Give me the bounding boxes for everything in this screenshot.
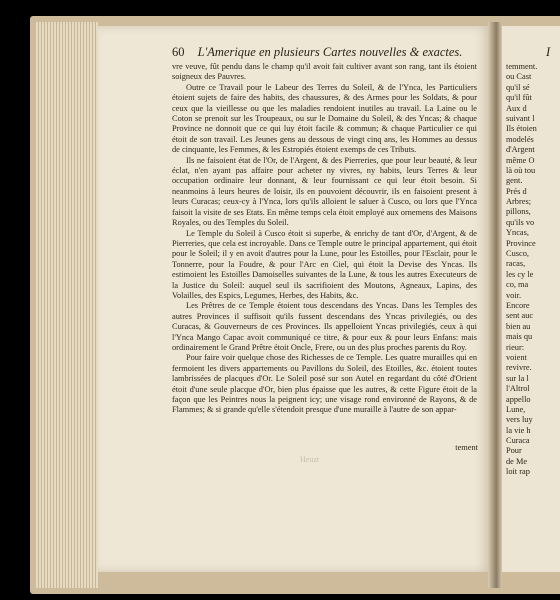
bleed-through-text: Heuzt xyxy=(300,455,320,464)
right-page-line: loit rap xyxy=(506,467,530,477)
right-page-line: mais qu xyxy=(506,332,533,342)
right-page-line: Yncas, xyxy=(506,228,529,238)
paragraph: Le Temple du Soleil à Cusco étoit si superbe, & enrichy de tant d'Or, d'Argent, & de Pierreries, que cela est incroyable. Dans ce Temple outre le principal appartement, qui étoit pour le Soleil; il y en avoit d'autres pour la Lune, pour les Estoilles, pour l'Esclair, pour le Tonnerre, pour la Foudre, & pour l'Arc en Ciel, qui étoit la Devise des Yncas. Ils estimoient les Estoilles Damoiselles suivantes de la Lune, & tous les autres Executeurs de la Justice du Soleil: auquel seul ils sacrifioient des Moutons, Agneaux, Lapins, des Volailles, des Espics, Legumes, Herbes, des Habits, &c. xyxy=(172,228,477,300)
right-page-line: la vie h xyxy=(506,425,531,435)
right-page-line: sent auc xyxy=(506,311,534,321)
right-page-line: de Me xyxy=(506,456,528,466)
right-page-line: temment. xyxy=(506,62,538,71)
right-page-line: suivant l xyxy=(506,113,535,123)
right-page-line: qu'il fût xyxy=(506,93,532,103)
right-page-line: gent. xyxy=(506,176,523,186)
right-page-line: même O xyxy=(506,155,535,165)
right-page-line: qu'il sé xyxy=(506,82,530,92)
right-page-line: qu'ils vo xyxy=(506,217,535,227)
paragraph: Outre ce Travail pour le Labeur des Terres du Soleil, & de l'Ynca, les Particuliers étoient sujets de faire des habits, des chaussures, & des Armes pour les Soldats, & pour ceux que la vieillesse ou que les maladies rendoient inutiles au travail. La Laine ou le Coton se prenoit sur les Troupeaux, ou sur le Domaine du Soleil, & des Yncas; & chaque Province ne donnoit que ce qui luy étoit facile & commun; & chaque Particulier ce qui étoit de son travail. Les Jeunes gens au dessous de vingt cinq ans, les Hommes au dessus de cinquante, les Femmes, & les Estropiés étoient exemps de ces Tributs. xyxy=(172,82,477,155)
paragraph: Les Prêtres de ce Temple étoient tous descendans des Yncas. Dans les Temples des autres Provinces il suffisoit qu'ils fussent descendans des Yncas privilegiés, ou des Curacas, & Gouverneurs de ces Provinces. Ils appelloient Yncas privilegiés, ceux à qui l'Ynca Mango Capac avoit communiqué ce titre, & pour eux & pour leurs Enfans: mais ordinairement le Grand Prêtre étoit Oncle, Frere, ou un des plus proches parents du Roy. xyxy=(172,301,477,352)
right-page-line: sur la l xyxy=(506,373,529,383)
right-page-line: d'Argent xyxy=(506,145,535,155)
right-page-line: voir. xyxy=(506,290,522,300)
page-number: 60 xyxy=(172,45,185,59)
paragraph: vre veuve, fût pendu dans le champ qu'il avoit fait cultiver avant son rang, tant ils étoient soigneux des Pauvres. xyxy=(172,62,477,82)
right-page-header: I xyxy=(546,45,551,59)
right-page-line: Prés d xyxy=(506,186,527,196)
right-page-line: ou Cast xyxy=(506,72,532,82)
paragraph: Pour faire voir quelque chose des Richesses de ce Temple. Les quatre murailles qui en fermoient les divers appartements ou Pavillons du Soleil, des Etoilles, &c. étoient toutes lambrissées de placques d'Or. Le Soleil posé sur son Autel en regardant du côté d'Orient étoit d'une seule placque d'Or, bien plus épaisse que les autres, & cette Figure étoit de la façon que les Peintres nous la peignent icy; une visage rond environné de Rayons, & de Flammes; & si grande qu'elle s'étendoit presque d'une muraille à l'autre de son appar- xyxy=(172,353,477,415)
right-page-line: Pour xyxy=(506,446,522,456)
right-page-line: là où tou xyxy=(506,165,536,175)
right-page-line: les cy le xyxy=(506,269,534,279)
right-page-line: Aux d xyxy=(506,103,527,113)
right-page-line: Lune, xyxy=(506,404,526,414)
catchword: tement xyxy=(455,443,478,452)
right-page-line: l'Altrol xyxy=(506,384,530,394)
running-header xyxy=(172,45,472,61)
right-page-line: bien au xyxy=(506,321,531,331)
right-page-line: revivre. xyxy=(506,363,532,373)
paragraph: Ils ne faisoient état de l'Or, de l'Argent, & des Pierreries, que pour leur beauté, & leur éclat, n'en ayant pas affaire pour acheter ny vivres, ny habits, leurs Terres & leur occupation ordinaire leur donnant, & leur fournissant ce qui leur étoit besoin. Si neanmoins à leurs heures de loisir, ils en pouvoient découvrir, ils en faisoient present à leurs Curacas; ceux-cy à l'Ynca, lors qu'ils alloient le saluer à Cusco, ou lors que l'Ynca faisoit la visite de ses Etats. En même temps cela étoit employé aux ornemens des Maisons Royales, ou des Temples du Soleil. xyxy=(172,155,477,228)
right-page-line: appello xyxy=(506,394,531,404)
right-page-line: Arbres; xyxy=(506,197,532,207)
right-page-line: pillons, xyxy=(506,207,531,217)
page-edges xyxy=(36,22,98,588)
right-page-line: Curaca xyxy=(506,436,530,446)
running-head-title: L'Amerique en plusieurs Cartes nouvelles & exactes. xyxy=(197,45,463,59)
right-page-line: modelés xyxy=(506,134,534,144)
body-text xyxy=(172,62,477,416)
right-page-line: voient xyxy=(506,352,527,362)
right-page-line: Ils étoien xyxy=(506,124,537,134)
right-page-text xyxy=(506,62,560,478)
right-page-line: Encore xyxy=(506,300,530,310)
right-page-line: co, ma xyxy=(506,280,529,290)
right-page-line: Cusco, xyxy=(506,249,529,259)
right-page-line: rieur: xyxy=(506,342,525,352)
right-page-line: vers luy xyxy=(506,415,533,425)
right-page-line: racas, xyxy=(506,259,526,269)
book-gutter xyxy=(488,22,502,588)
right-page-line: Province xyxy=(506,238,536,248)
